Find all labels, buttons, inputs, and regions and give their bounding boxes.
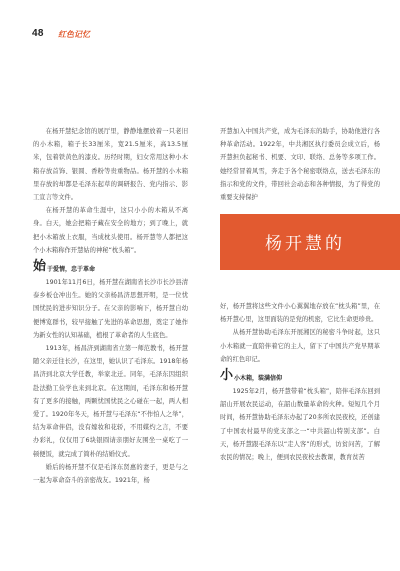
section-heading-initial: 小 xyxy=(220,368,234,384)
paragraph: 1925年2月，杨开慧带着“枕头箱”，陪伴毛泽东回到韶山开展农民运动，在韶山数量革命的火种。短短几个月时间，杨开慧协助毛泽东办起了20多所农民夜校，还创建了中国农村最早的党支部之一“中共韶山特别支部”。白天，杨开慧跟毛泽东以“走人客”的形式，访贫问苦，了解农民的情况；晚上，便到农民夜校去教课，教育贫苦 xyxy=(220,388,380,462)
left-column xyxy=(33,125,188,487)
paragraph: 1901年11月6日，杨开慧在湖南省长沙市长沙县清泰乡板仓冲出生。她的父亲杨昌济思想开明，是一位忧国忧民的进步知识分子。在父亲的影响下，杨开慧自幼便博览群书，较早接触了先进的革命思想，奠定了她作为新女性的认知基础，植根了革命者的人生底色。 xyxy=(33,279,188,339)
section-heading-text: 小木箱，装满信仰 xyxy=(234,375,283,383)
paragraph: 1913年，杨昌济到湖南省立第一师范教书，杨开慧随父亲迁往长沙，在这里，她认识了毛泽东。1918年杨昌济到北京大学任教，举家北迁。同年，毛泽东因组织赴法勤工俭学也来到北京。在这期间，毛泽东和杨开慧有了更多的接触，两颗忧国忧民之心碰在一起，两人相爱了。1920年冬天，杨开慧与毛泽东“不作怕人之举”，结为革命伴侣，没有嫁妆和花轿，不用媒灼之言，不要办彩礼，仅仅用了6块银圆请亲朋好友围坐一桌吃了一顿便饭，就完成了简朴的结婚仪式。 xyxy=(33,345,188,458)
column-title: 红色记忆 xyxy=(58,30,90,39)
paragraph: 好，杨开慧将这些文件小心翼翼地存放在“枕头箱”里，在杨开慧心里，这里面装的是党的机密，它比生命更珍贵。 xyxy=(220,303,380,324)
paragraph: 从杨开慧协助毛泽东开展湘区的秘密斗争时起，这只小木箱就一直陪伴着它的主人，留下了中国共产党早期革命的红色印记。 xyxy=(220,329,380,363)
page-number: 48 xyxy=(32,28,44,39)
right-column-bottom xyxy=(220,300,380,464)
section-heading-text: 于爱情，忠于革命 xyxy=(47,266,96,274)
paragraph: 在杨开慧纪念馆的展厅里，静静地摆放着一只老旧的小木箱，箱子长33厘米，宽21.5厘米，高13.5厘米，包着铁黄色的漆皮。历经时期，妇女常用这种小木箱存放首饰、银圆、香粉等贵重物品。杨开慧的小木箱里存放的却都是毛泽东起草的调研报告、党内指示、影工宣言等文件。 xyxy=(33,128,188,202)
title-banner xyxy=(220,214,400,270)
paragraph: 在杨开慧的革命生涯中，这只小小的木箱从不离身。白天，她会把箱子藏在安全的地方；到了晚上，就把小木箱放上衣服，当成枕头使用。杨开慧等人都把这个小木箱称作开慧姑的神秘“枕头箱”。 xyxy=(33,207,188,254)
section-heading-initial: 始 xyxy=(33,259,47,275)
section-heading xyxy=(220,369,380,383)
banner-title: 杨开慧的 xyxy=(265,234,345,254)
paragraph: 婚后的杨开慧不仅是毛泽东贤惠的妻子，更是与之一起为革命奋斗的亲密战友。1921年，杨 xyxy=(33,463,188,485)
right-column-top xyxy=(220,125,380,204)
paragraph: 开慧加入中国共产党，成为毛泽东的助手，协助他进行各种革命活动。1922年，中共湘区执行委员会成立后，杨开慧担负起秘书、机要、文印、联络、总务等多项工作。她经常冒着风雪，奔走于各个秘密联络点，送去毛泽东的指示和党的文件，带回社会动态和各种情报，为了得党的重要支持保护 xyxy=(220,128,380,202)
section-heading xyxy=(33,260,188,274)
